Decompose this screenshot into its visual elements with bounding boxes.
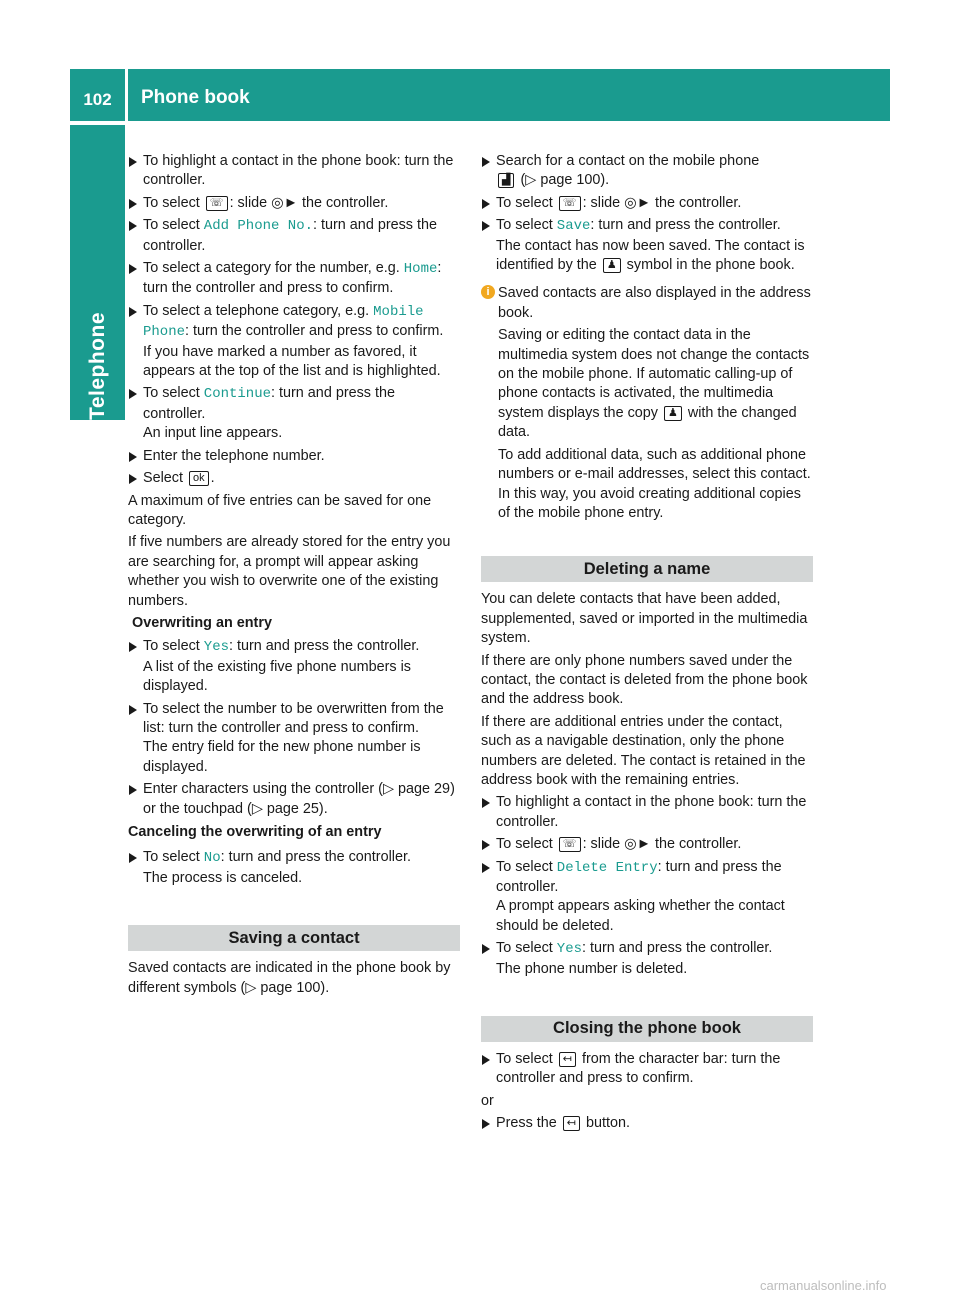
section-saving-contact: Saving a contact bbox=[128, 925, 460, 951]
controller-slide-icon: ◎► bbox=[624, 194, 651, 211]
paragraph-five-numbers: If five numbers are already stored for the entry you are searching for, a prompt will appear asking whether you wish to overwrite one of the existing numbers. bbox=[128, 534, 451, 609]
page-ref[interactable]: (▷ page 100). bbox=[520, 172, 610, 189]
paragraph-additional-entries: If there are additional entries under the contact, such as a navigable destination, only the phone numbers are deleted. The contact is retained in the address book with the remaining entries. bbox=[481, 713, 806, 788]
info-note: i Saved contacts are also displayed in the address book. Saving or editing the contact data in the multimedia system does not change the contacts on the mobile phone. If automatic calling-up of phone contacts is activated, the multimedia system displays the copy ♟ with the changed data. To add additional data, such as additional phone numbers or e-mail addresses, select this contact. In this way, you avoid creating additional copies of the mobile phone entry. bbox=[481, 284, 813, 523]
page-number: 102 bbox=[70, 69, 125, 121]
controller-slide-icon: ◎► bbox=[624, 836, 651, 853]
step-select-back-char: To select ↤ from the character bar: turn the controller and press to confirm. bbox=[481, 1050, 813, 1089]
controller-slide-icon: ◎► bbox=[271, 194, 298, 211]
step-search-contact: Search for a contact on the mobile phone ▟ (▷ page 100). bbox=[481, 152, 813, 191]
paragraph-delete-contacts: You can delete contacts that have been added, supplemented, saved or imported in the multimedia system. bbox=[481, 591, 808, 647]
menu-save: Save bbox=[556, 218, 591, 235]
left-column bbox=[128, 152, 460, 1001]
step-select-category: To select a category for the number, e.g. Home: turn the controller and press to confirm. bbox=[128, 259, 460, 299]
step-select-yes: To select Yes: turn and press the controller. A list of the existing five phone numbers is displayed. bbox=[128, 637, 460, 696]
step-select-ok: Select ok . bbox=[128, 469, 460, 488]
page-ref[interactable]: ▷ page 100 bbox=[245, 979, 321, 996]
contact-saved-icon: ♟ bbox=[603, 258, 621, 273]
menu-yes: Yes bbox=[556, 941, 583, 958]
step-select-phone-menu-3: To select ☏ : slide ◎► the controller. bbox=[481, 835, 813, 854]
paragraph-only-phone-numbers: If there are only phone numbers saved under the contact, the contact is deleted from the phone book and the address book. bbox=[481, 652, 808, 708]
paragraph-max-entries: A maximum of five entries can be saved for one category. bbox=[128, 492, 432, 528]
step-continue: To select Continue: turn and press the controller. An input line appears. bbox=[128, 384, 460, 443]
menu-no: No bbox=[203, 850, 221, 867]
step-press-back: Press the ↤ button. bbox=[481, 1114, 813, 1133]
step-highlight-contact-2: To highlight a contact in the phone book: turn the controller. bbox=[481, 793, 813, 832]
phone-menu-icon: ☏ bbox=[559, 837, 581, 852]
step-select-phone-menu-2: To select ☏ : slide ◎► the controller. bbox=[481, 194, 813, 213]
menu-mobile-phone: Mobile Phone bbox=[143, 303, 424, 341]
or-text: or bbox=[481, 1092, 494, 1109]
step-select-save: To select Save: turn and press the controller. The contact has now been saved. The contact is identified by the ♟ symbol in the phone book. bbox=[481, 216, 813, 275]
menu-add-phone-no: Add Phone No. bbox=[203, 218, 314, 235]
back-arrow-icon: ↤ bbox=[559, 1052, 576, 1067]
right-column bbox=[481, 152, 813, 1137]
step-add-phone-no: To select Add Phone No.: turn and press the controller. bbox=[128, 216, 460, 256]
subheading-overwriting: Overwriting an entry bbox=[132, 614, 272, 631]
step-highlight-contact: To highlight a contact in the phone book: turn the controller. bbox=[128, 152, 460, 191]
menu-delete-entry: Delete Entry bbox=[556, 859, 658, 876]
watermark: carmanualsonline.info bbox=[760, 1278, 887, 1293]
menu-yes: Yes bbox=[203, 639, 230, 656]
ok-icon: ok bbox=[189, 471, 209, 486]
section-label: Telephone bbox=[85, 312, 109, 420]
step-confirm-yes: To select Yes: turn and press the controller. The phone number is deleted. bbox=[481, 939, 813, 979]
step-select-phone-menu: To select ☏ : slide ◎► the controller. bbox=[128, 194, 460, 213]
step-select-number: To select the number to be overwritten from the list: turn the controller and press to confirm. The entry field for the new phone number is displayed. bbox=[128, 700, 460, 778]
menu-continue: Continue bbox=[203, 386, 272, 403]
step-enter-characters: Enter characters using the controller (▷ page 29) or the touchpad (▷ page 25). bbox=[128, 780, 460, 819]
step-delete-entry: To select Delete Entry: turn and press the controller. A prompt appears asking whether the contact should be deleted. bbox=[481, 858, 813, 937]
page-ref[interactable]: ▷ page 29 bbox=[382, 781, 451, 798]
section-closing-phone-book: Closing the phone book bbox=[481, 1016, 813, 1042]
step-telephone-category: To select a telephone category, e.g. Mobile Phone: turn the controller and press to confirm. If you have marked a number as favored, it appears at the top of the list and is highlighted. bbox=[128, 302, 460, 382]
back-button-icon: ↤ bbox=[563, 1116, 580, 1131]
subheading-canceling: Canceling the overwriting of an entry bbox=[128, 824, 382, 840]
phone-menu-icon: ☏ bbox=[559, 196, 581, 211]
contact-copy-icon: ♟ bbox=[664, 406, 682, 421]
menu-home: Home bbox=[403, 261, 438, 278]
step-select-no: To select No: turn and press the controller. The process is canceled. bbox=[128, 848, 460, 888]
phone-menu-icon: ☏ bbox=[206, 196, 228, 211]
step-enter-number: Enter the telephone number. bbox=[128, 447, 460, 466]
paragraph-saved-contacts: Saved contacts are indicated in the phone book by different symbols (▷ page 100). bbox=[128, 960, 451, 996]
new-contact-icon: ▟ bbox=[498, 173, 514, 188]
section-deleting-name: Deleting a name bbox=[481, 556, 813, 582]
page-title: Phone book bbox=[128, 69, 890, 121]
page-ref[interactable]: ▷ page 25 bbox=[251, 800, 319, 817]
info-icon: i bbox=[481, 285, 495, 299]
